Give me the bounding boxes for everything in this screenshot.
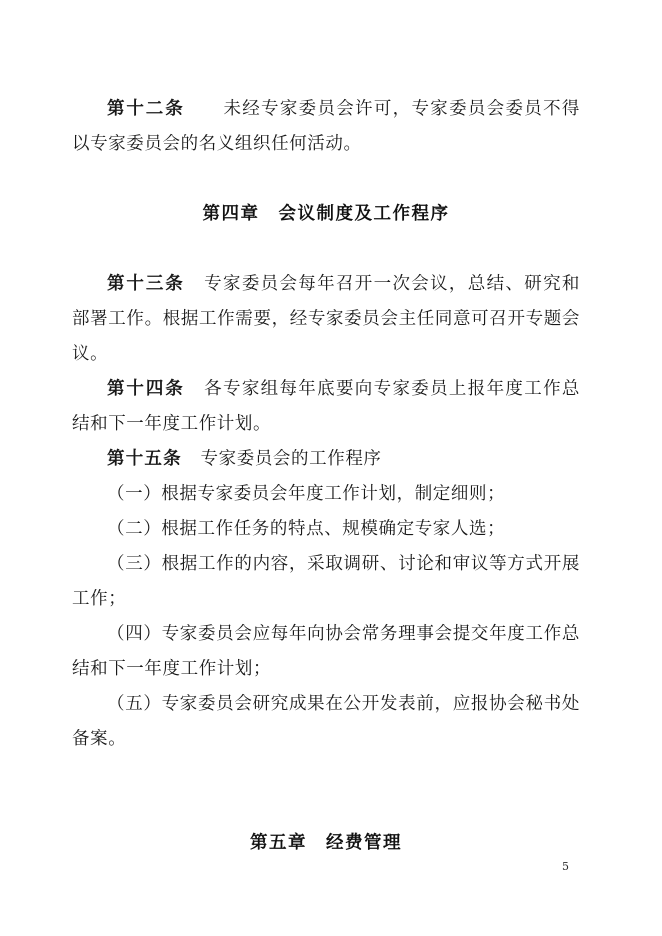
article-number-14: 第十四条 (107, 379, 185, 399)
paragraph-article-14 (72, 372, 580, 442)
page-number: 5 (562, 860, 569, 873)
paragraph-article-13 (72, 267, 580, 372)
article-number-13: 第十三条 (107, 274, 185, 294)
list-item: （二）根据工作任务的特点、规模确定专家人选； (107, 519, 506, 539)
paragraph-article-12 (72, 92, 580, 162)
article-number-12: 第十二条 (107, 99, 185, 119)
article-body-13: 专家委员会每年召开一次会议，总结、研究和部署工作。根据工作需要，经专家委员会主任同意可召开专题会议。 (72, 274, 580, 364)
spacer (72, 792, 580, 826)
article-body-15: 专家委员会的工作程序 (200, 449, 382, 469)
list-item: （四）专家委员会应每年向协会常务理事会提交年度工作总结和下一年度工作计划； (72, 624, 580, 679)
article-body-14: 各专家组每年底要向专家委员上报年度工作总结和下一年度工作计划。 (72, 379, 580, 434)
list-item: （三）根据工作的内容，采取调研、讨论和审议等方式开展工作； (72, 554, 580, 609)
chapter-heading-5: 第五章 经费管理 (250, 833, 402, 853)
article-body-12: 未经专家委员会许可，专家委员会委员不得以专家委员会的名义组织任何活动。 (72, 99, 580, 154)
spacer (72, 232, 580, 267)
spacer (72, 162, 580, 197)
spacer (72, 757, 580, 792)
article-number-15: 第十五条 (107, 449, 182, 469)
paragraph-article-15 (72, 442, 580, 477)
list-item: （五）专家委员会研究成果在公开发表前，应报协会秘书处备案。 (72, 694, 580, 749)
list-item: （一）根据专家委员会年度工作计划，制定细则； (107, 484, 506, 504)
document-text-block (72, 92, 580, 861)
chapter-heading-4: 第四章 会议制度及工作程序 (202, 204, 450, 224)
